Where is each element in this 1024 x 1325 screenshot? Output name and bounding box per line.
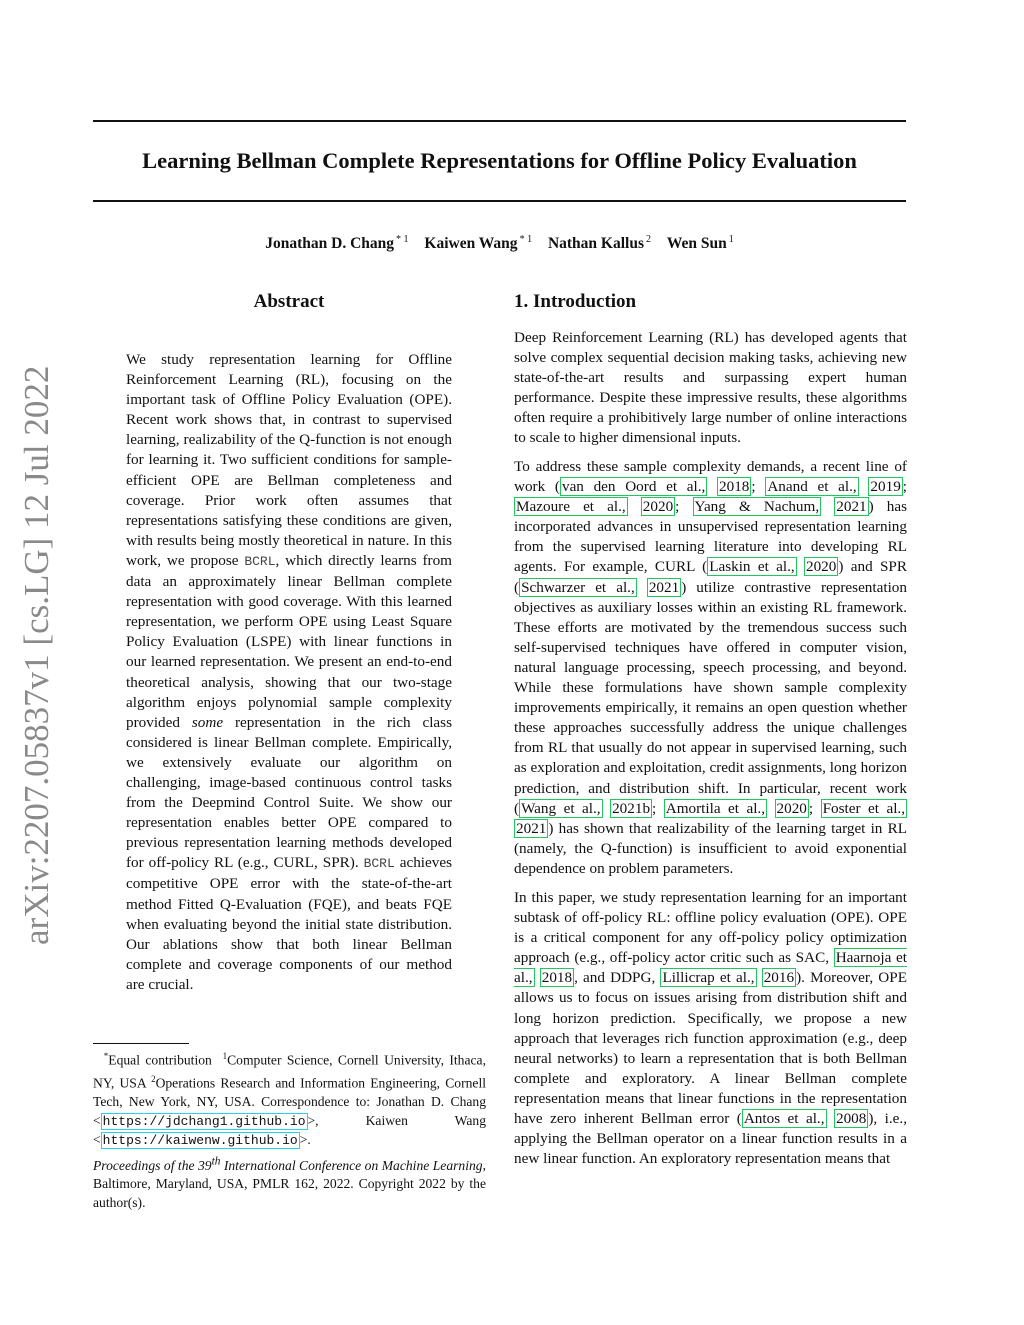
proceedings-note: Proceedings of the 39th International Conference on Machine Learning, Baltimore, Maryland, USA, PMLR 162, 2022. Copyright 2022 by the author(s). — [93, 1155, 486, 1210]
footnote: *Equal contribution $^1$Computer Science, Cornell University, Ithaca, NY, USA $^2$Operations Research and Information Engineering, Cornell Tech, New York, NY, USA. Correspondence to: Jonathan D. Chang < https://jdchang1.github.io >, Kaiwen Wang < https://kaiwenw.github.io >. — [93, 1051, 486, 1149]
citation-link[interactable]: Wang et al., — [521, 799, 601, 817]
author: Jonathan D. Chang $^{* 1}$ — [265, 234, 409, 253]
citation-link[interactable]: van den Oord et al., — [561, 478, 706, 496]
author: Kaiwen Wang $^{* 1}$ — [424, 234, 533, 253]
citation-link[interactable]: Schwarzer et al., — [521, 578, 635, 596]
citation-link[interactable]: Anand et al., — [767, 478, 857, 496]
citation-link[interactable]: 2021 — [648, 578, 680, 596]
intro-paragraph: In this paper, we study representation learning for an important subtask of off-policy RL: offline policy evaluation (OPE). OPE is a critical component for any off-policy policy optimization approach (e.g., off-policy actor critic such as SAC, Haarnoja et al., 2018 , and DDPG, Lillicrap et al., 2016 ). Moreover, OPE allows us to focus on issues arising from distribution shift and long horizon prediction. Specifically, we propose a new approach that leverages rich function approximation (e.g., deep neural networks) to learn a representation that is both Bellman complete and exploratory. A linear Bellman complete representation means that linear functions in the representation have zero inherent Bellman error ( Antos et al., 2008 ), i.e., applying the Bellman operator on a linear function results in a new linear function. An exploratory representation means that — [514, 889, 908, 1168]
citation-link[interactable]: Amortila et al., — [665, 799, 766, 817]
title-rule-bottom — [93, 200, 906, 202]
intro-paragraph: Deep Reinforcement Learning (RL) has developed agents that solve complex sequential decision making tasks, achieving new state-of-the-art results and surpassing expert human performance. Despite these impressive results, these algorithms often require a prohibitively large number of online interactions to scale to higher dimensional inputs. — [514, 329, 907, 447]
arxiv-stamp: arXiv:2207.05837v1 [cs.LG] 12 Jul 2022 — [17, 365, 56, 945]
section-heading-introduction: 1. Introduction — [514, 291, 637, 312]
intro-paragraph: To address these sample complexity demands, a recent line of work ( van den Oord et al., 2018 ; Anand et al., 2019 ; Mazoure et al., 2020 ; Yang & Nachum, 2021 ) has incorporated advances in unsupervised representation learning from the supervised learning literature into developing RL agents. For example, CURL ( Laskin et al., 2020 ) and SPR ( Schwarzer et al., 2021 ) utilize contrastive representation objectives as auxiliary losses within an existing RL framework. These efforts are motivated by the tremendous success such self-supervised techniques have offered in computer vision, natural language processing, speech processing, and beyond. While these formulations have shown sample complexity improvements empirically, it remains an open question whether these approaches successfully address the unique challenges from RL that usually do not appear in supervised learning, such as exploration and exploitation, credit assignments, long horizon prediction, and distribution shift. In particular, recent work ( Wang et al., 2021b ; Amortila et al., 2020 ; Foster et al., 2021 ) has shown that realizability of the learning target in RL (namely, the Q-function) is insufficient to avoid exponential dependence on problem parameters. — [514, 458, 908, 877]
citation-link[interactable]: Haarnoja et al., — [514, 949, 907, 987]
citation-link[interactable]: 2021 — [836, 498, 867, 516]
citation-link[interactable]: 2020 — [776, 799, 807, 817]
citation-link[interactable]: 2018 — [719, 478, 750, 496]
citation-link[interactable]: 2021 — [516, 819, 547, 837]
footnote-rule — [93, 1043, 189, 1044]
abstract-body: We study representation learning for Offline Reinforcement Learning (RL), focusing on the important task of Offline Policy Evaluation (OPE). Recent work shows that, in contrast to supervised learning, realizability of the Q-function is not enough for learning it. Two sufficient conditions for sample-efficient OPE are Bellman completeness and coverage. Prior work often assumes that representations satisfying these conditions are given, with results being mostly theoretical in nature. In this work, we propose BCRL, which directly learns from data an approximately linear Bellman complete representation with good coverage. With this learned representation, we perform OPE using Least Square Policy Evaluation (LSPE) with linear functions in our learned representation. We present an end-to-end theoretical analysis, showing that our two-stage algorithm enjoys polynomial sample complexity provided some representation in the rich class considered is linear Bellman complete. Empirically, we extensively evaluate our algorithm on challenging, image-based continuous control tasks from the Deepmind Control Suite. We show our representation enables better OPE compared to previous representation learning methods developed for off-policy RL (e.g., CURL, SPR). BCRL achieves competitive OPE error with the state-of-the-art method Fitted Q-Evaluation (FQE), and beats FQE when evaluating beyond the initial state distribution. Our ablations show that both linear Bellman complete and coverage components of our method are crucial. — [126, 351, 453, 993]
author: Nathan Kallus $^2$ — [547, 234, 651, 253]
citation-link[interactable]: Yang & Nachum, — [694, 498, 820, 516]
citation-link[interactable]: Laskin et al., — [709, 558, 795, 576]
citation-link[interactable]: Lillicrap et al., — [662, 969, 755, 987]
abstract-heading: Abstract — [253, 291, 325, 312]
citation-link[interactable]: Mazoure et al., — [516, 498, 626, 516]
paper-title: Learning Bellman Complete Representations for Offline Policy Evaluation — [142, 148, 857, 173]
citation-link[interactable]: 2016 — [763, 969, 795, 987]
title-rule-top — [93, 120, 906, 122]
homepage-link[interactable]: https://kaiwenw.github.io — [102, 1133, 298, 1149]
citation-link[interactable]: Foster et al., — [822, 799, 906, 817]
citation-link[interactable]: 2020 — [642, 498, 674, 516]
author-list — [93, 234, 906, 253]
citation-link[interactable]: 2021b — [612, 799, 651, 817]
citation-link[interactable]: 2020 — [805, 558, 837, 576]
citation-link[interactable]: 2008 — [835, 1110, 867, 1128]
homepage-link[interactable]: https://jdchang1.github.io — [102, 1113, 306, 1129]
method-name: BCRL — [363, 856, 395, 872]
method-name: BCRL — [244, 553, 276, 569]
citation-link[interactable]: 2019 — [870, 478, 901, 496]
author: Wen Sun $^1$ — [666, 234, 734, 253]
citation-link[interactable]: Antos et al., — [743, 1110, 825, 1128]
citation-link[interactable]: 2018 — [541, 969, 573, 987]
